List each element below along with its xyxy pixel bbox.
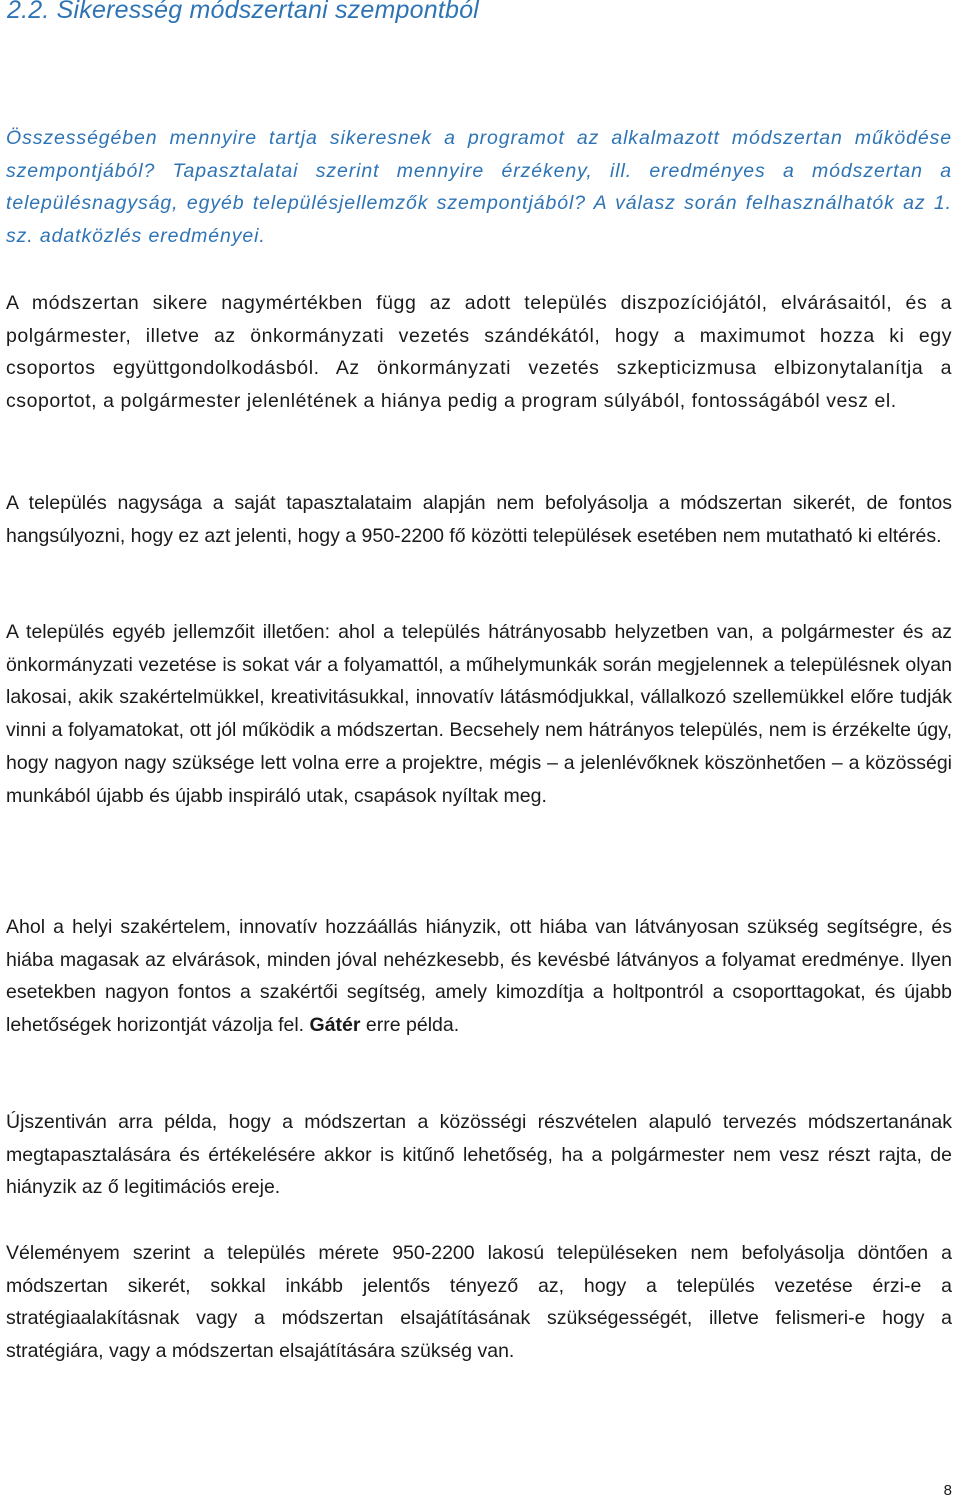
paragraph-4	[6, 911, 952, 1042]
paragraph-3: A település egyéb jellemzőit illetően: ahol a település hátrányosabb helyzetben van, a polgármester és az önkormányzati vezetése is sokat vár a folyamattól, a műhelymunkák során megjelennek a településnek olyan lakosai, akik szakértelmükkel, kreativitásukkal, innovatív látásmódjukkal, vállalkozó szellemükkel előre tudják vinni a folyamatokat, ott jól működik a módszertan. Becsehely nem hátrányos település, nem is érzékelte úgy, hogy nagyon nagy szüksége lett volna erre a projektre, mégis – a jelenlévőknek köszönhetően – a közösségi munkából újabb és újabb inspiráló utak, csapások nyíltak meg.	[6, 621, 952, 807]
section-heading: 2.2. Sikeresség módszertani szempontból	[7, 0, 479, 24]
paragraph-4-bold-example: Gátér	[309, 1014, 361, 1037]
page-number: 8	[943, 1482, 952, 1499]
section-question: Összességében mennyire tartja sikeresnek a programot az alkalmazott módszertan működése szempontjából? Tapasztalatai szerint mennyire érzékeny, ill. eredményes a módszertan a településnagyság, egyéb településjellemzők szempontjából? A válasz során felhasználhatók az 1. sz. adatközlés eredményei.	[6, 127, 952, 248]
paragraph-4-text: Ahol a helyi szakértelem, innovatív hozzáállás hiányzik, ott hiába van látványosan szükség segítségre, és hiába magasak az elvárások, minden jóval nehézkesebb, és kevésbé látványos a folyamat eredménye. Ilyen esetekben nagyon fontos a szakértői segítség, amely kimozdítja a holtpontról a csoporttagokat, és újabb lehetőségek horizontját vázolja fel.	[6, 916, 952, 1037]
paragraph-2: A település nagysága a saját tapasztalataim alapján nem befolyásolja a módszertan sikerét, de fontos hangsúlyozni, hogy ez azt jelenti, hogy a 950-2200 fő közötti települések esetében nem mutatható ki eltérés.	[6, 492, 952, 547]
paragraph-5: Újszentiván arra példa, hogy a módszertan a közösségi részvételen alapuló tervezés módszertanának megtapasztalására és értékelésére akkor is kitűnő lehetőség, ha a polgármester nem vesz részt rajta, de hiányzik az ő legitimációs ereje.	[6, 1111, 952, 1199]
paragraph-4-tail: erre példa.	[365, 1014, 460, 1037]
paragraph-6: Véleményem szerint a település mérete 950-2200 lakosú településeken nem befolyásolja döntően a módszertan sikerét, sokkal inkább jelentős tényező az, hogy a település vezetése érzi-e a stratégiaalakításnak vagy a módszertan elsajátításának szükségességét, illetve felismeri-e hogy a stratégiára, vagy a módszertan elsajátítására szükség van.	[6, 1242, 952, 1363]
paragraph-1: A módszertan sikere nagymértékben függ az adott település diszpozíciójától, elvárásaitól, és a polgármester, illetve az önkormányzati vezetés szándékától, hogy a maximumot hozza ki egy csoportos együttgondolkodásból. Az önkormányzati vezetés szkepticizmusa elbizonytalanítja a csoportot, a polgármester jelenlétének a hiánya pedig a program súlyából, fontosságából vesz el.	[6, 292, 952, 413]
